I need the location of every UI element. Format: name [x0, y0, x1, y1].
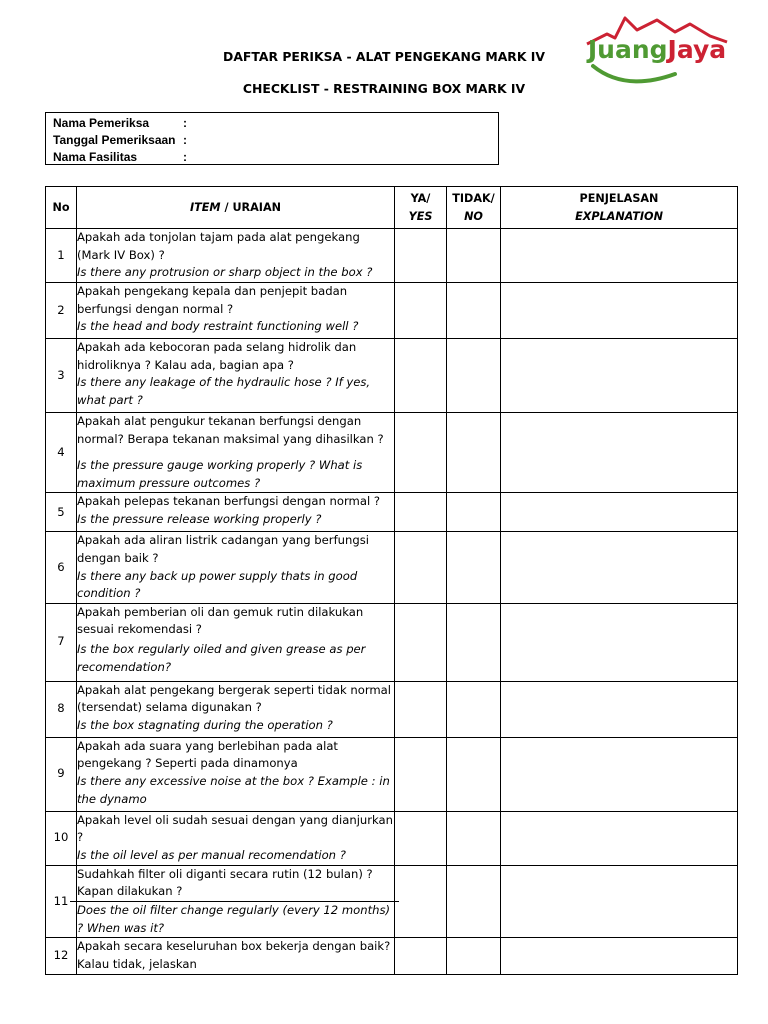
- header-yes-en: YES: [408, 209, 433, 223]
- yes-cell[interactable]: [395, 229, 447, 283]
- date-label: Tanggal Pemeriksaan: [53, 133, 176, 147]
- table-row: [46, 737, 738, 811]
- table-row: [46, 283, 738, 339]
- explanation-cell[interactable]: [501, 229, 738, 283]
- item-question-id: Apakah secara keseluruhan box bekerja dengan baik? Kalau tidak, jelaskan: [77, 939, 391, 971]
- yes-cell[interactable]: [395, 811, 447, 865]
- item-question-id: Apakah pengekang kepala dan penjepit badan berfungsi dengan normal ?: [77, 284, 348, 316]
- row-number: 1: [46, 229, 77, 283]
- table-header-row: [46, 187, 738, 229]
- row-item: [77, 283, 395, 339]
- no-cell[interactable]: [447, 413, 501, 493]
- juangjaya-logo: [585, 14, 730, 86]
- table-row: [46, 532, 738, 603]
- row-number: 9: [46, 737, 77, 811]
- item-question-en: Is the pressure gauge working properly ? What is maximum pressure outcomes ?: [77, 458, 363, 490]
- header-no: No: [46, 187, 77, 229]
- no-cell[interactable]: [447, 283, 501, 339]
- yes-cell[interactable]: [395, 681, 447, 737]
- row-item: [77, 493, 395, 532]
- header-item: [77, 187, 395, 229]
- explanation-cell[interactable]: [501, 737, 738, 811]
- yes-cell[interactable]: [395, 493, 447, 532]
- item-question-en: Is the pressure release working properly ?: [77, 511, 322, 526]
- header-item-italic: ITEM: [190, 200, 221, 214]
- item-question-en: Is there any leakage of the hydraulic hose ? If yes, what part ?: [77, 375, 371, 407]
- item-question-en: Is the head and body restraint functioning well ?: [77, 319, 359, 334]
- item-question-en: Does the oil filter change regularly (every 12 months) ? When was it?: [70, 901, 399, 937]
- table-row: [46, 339, 738, 413]
- row-item: [77, 532, 395, 603]
- table-row: [46, 493, 738, 532]
- table-row: [46, 413, 738, 493]
- row-number: 8: [46, 681, 77, 737]
- row-number: 3: [46, 339, 77, 413]
- table-row: [46, 229, 738, 283]
- row-item: [77, 229, 395, 283]
- item-question-id: Apakah ada suara yang berlebihan pada alat pengekang ? Seperti pada dinamonya: [77, 738, 338, 771]
- yes-cell[interactable]: [395, 283, 447, 339]
- header-no-en: NO: [464, 209, 483, 223]
- row-number: 6: [46, 532, 77, 603]
- header-no-id: TIDAK/: [452, 191, 495, 205]
- item-question-id: Apakah ada aliran listrik cadangan yang berfungsi dengan baik ?: [77, 533, 369, 565]
- yes-cell[interactable]: [395, 413, 447, 493]
- table-row: [46, 811, 738, 865]
- item-question-id: Apakah pelepas tekanan berfungsi dengan normal ?: [77, 494, 380, 509]
- row-item: [77, 811, 395, 865]
- table-row: [46, 865, 738, 937]
- facility-label: Nama Fasilitas: [53, 150, 138, 164]
- row-item: [77, 681, 395, 737]
- table-row: [46, 938, 738, 975]
- examiner-separator: :: [183, 116, 187, 130]
- no-cell[interactable]: [447, 603, 501, 681]
- document-subtitle: CHECKLIST - RESTRAINING BOX MARK IV: [242, 81, 526, 96]
- no-cell[interactable]: [447, 532, 501, 603]
- item-question-id: Apakah pemberian oli dan gemuk rutin dilakukan sesuai rekomendasi ?: [77, 604, 364, 637]
- row-number: 7: [46, 603, 77, 681]
- explanation-cell[interactable]: [501, 681, 738, 737]
- no-cell[interactable]: [447, 493, 501, 532]
- yes-cell[interactable]: [395, 532, 447, 603]
- row-item: [77, 938, 395, 975]
- yes-cell[interactable]: [395, 339, 447, 413]
- inspection-info-box: [45, 112, 499, 165]
- no-cell[interactable]: [447, 681, 501, 737]
- row-number: 2: [46, 283, 77, 339]
- document-title: DAFTAR PERIKSA - ALAT PENGEKANG MARK IV: [223, 49, 545, 64]
- row-number: 10: [46, 811, 77, 865]
- explanation-cell[interactable]: [501, 938, 738, 975]
- header-explanation: [501, 187, 738, 229]
- examiner-label: Nama Pemeriksa: [53, 116, 150, 130]
- explanation-cell[interactable]: [501, 339, 738, 413]
- row-item: [77, 339, 395, 413]
- no-cell[interactable]: [447, 865, 501, 937]
- yes-cell[interactable]: [395, 603, 447, 681]
- item-question-en: Is there any protrusion or sharp object in the box ?: [77, 265, 373, 280]
- yes-cell[interactable]: [395, 865, 447, 937]
- explanation-cell[interactable]: [501, 532, 738, 603]
- header-expl-id: PENJELASAN: [579, 191, 659, 205]
- table-row: [46, 603, 738, 681]
- row-item: [77, 737, 395, 811]
- svg-text:JuangJaya: JuangJaya: [587, 35, 727, 64]
- item-question-en: Is there any excessive noise at the box ? Example : in the dynamo: [77, 773, 390, 806]
- item-question-id: Apakah alat pengukur tekanan berfungsi dengan normal? Berapa tekanan maksimal yang dihasilkan ?: [77, 414, 384, 446]
- yes-cell[interactable]: [395, 938, 447, 975]
- item-question-id: Apakah level oli sudah sesuai dengan yang dianjurkan ?: [77, 812, 394, 845]
- item-question-en: Is the oil level as per manual recomendation ?: [77, 847, 346, 862]
- row-item: [77, 865, 395, 937]
- item-question-id: Apakah ada tonjolan tajam pada alat pengekang (Mark IV Box) ?: [77, 230, 360, 262]
- header-item-rest: / URAIAN: [220, 200, 281, 214]
- header-no-answer: [447, 187, 501, 229]
- item-question-en: Is the box stagnating during the operation ?: [77, 717, 333, 732]
- item-question-id: Sudahkah filter oli diganti secara rutin (12 bulan) ? Kapan dilakukan ?: [77, 866, 373, 899]
- row-item: [77, 603, 395, 681]
- no-cell[interactable]: [447, 938, 501, 975]
- examiner-row: [53, 115, 491, 132]
- row-number: 5: [46, 493, 77, 532]
- no-cell[interactable]: [447, 811, 501, 865]
- explanation-cell[interactable]: [501, 283, 738, 339]
- item-question-en: Is there any back up power supply thats in good condition ?: [77, 568, 358, 601]
- yes-cell[interactable]: [395, 737, 447, 811]
- explanation-cell[interactable]: [501, 865, 738, 937]
- explanation-cell[interactable]: [501, 493, 738, 532]
- row-number: 11: [46, 865, 77, 937]
- header-yes-id: YA/: [410, 191, 431, 205]
- no-cell[interactable]: [447, 339, 501, 413]
- explanation-cell[interactable]: [501, 811, 738, 865]
- row-number: 4: [46, 413, 77, 493]
- item-question-id: Apakah alat pengekang bergerak seperti tidak normal (tersendat) selama digunakan ?: [77, 682, 391, 715]
- no-cell[interactable]: [447, 737, 501, 811]
- header-expl-en: EXPLANATION: [575, 209, 663, 223]
- facility-separator: :: [183, 150, 187, 164]
- row-item: [77, 413, 395, 493]
- no-cell[interactable]: [447, 229, 501, 283]
- explanation-cell[interactable]: [501, 603, 738, 681]
- item-question-en: Is the box regularly oiled and given grease as per recomendation?: [77, 641, 366, 674]
- checklist-table: [45, 186, 738, 975]
- header-yes: [395, 187, 447, 229]
- date-row: [53, 132, 491, 149]
- row-number: 12: [46, 938, 77, 975]
- table-row: [46, 681, 738, 737]
- facility-row: [53, 149, 491, 166]
- explanation-cell[interactable]: [501, 413, 738, 493]
- item-question-id: Apakah ada kebocoran pada selang hidrolik dan hidroliknya ? Kalau ada, bagian apa ?: [77, 340, 357, 372]
- date-separator: :: [183, 133, 187, 147]
